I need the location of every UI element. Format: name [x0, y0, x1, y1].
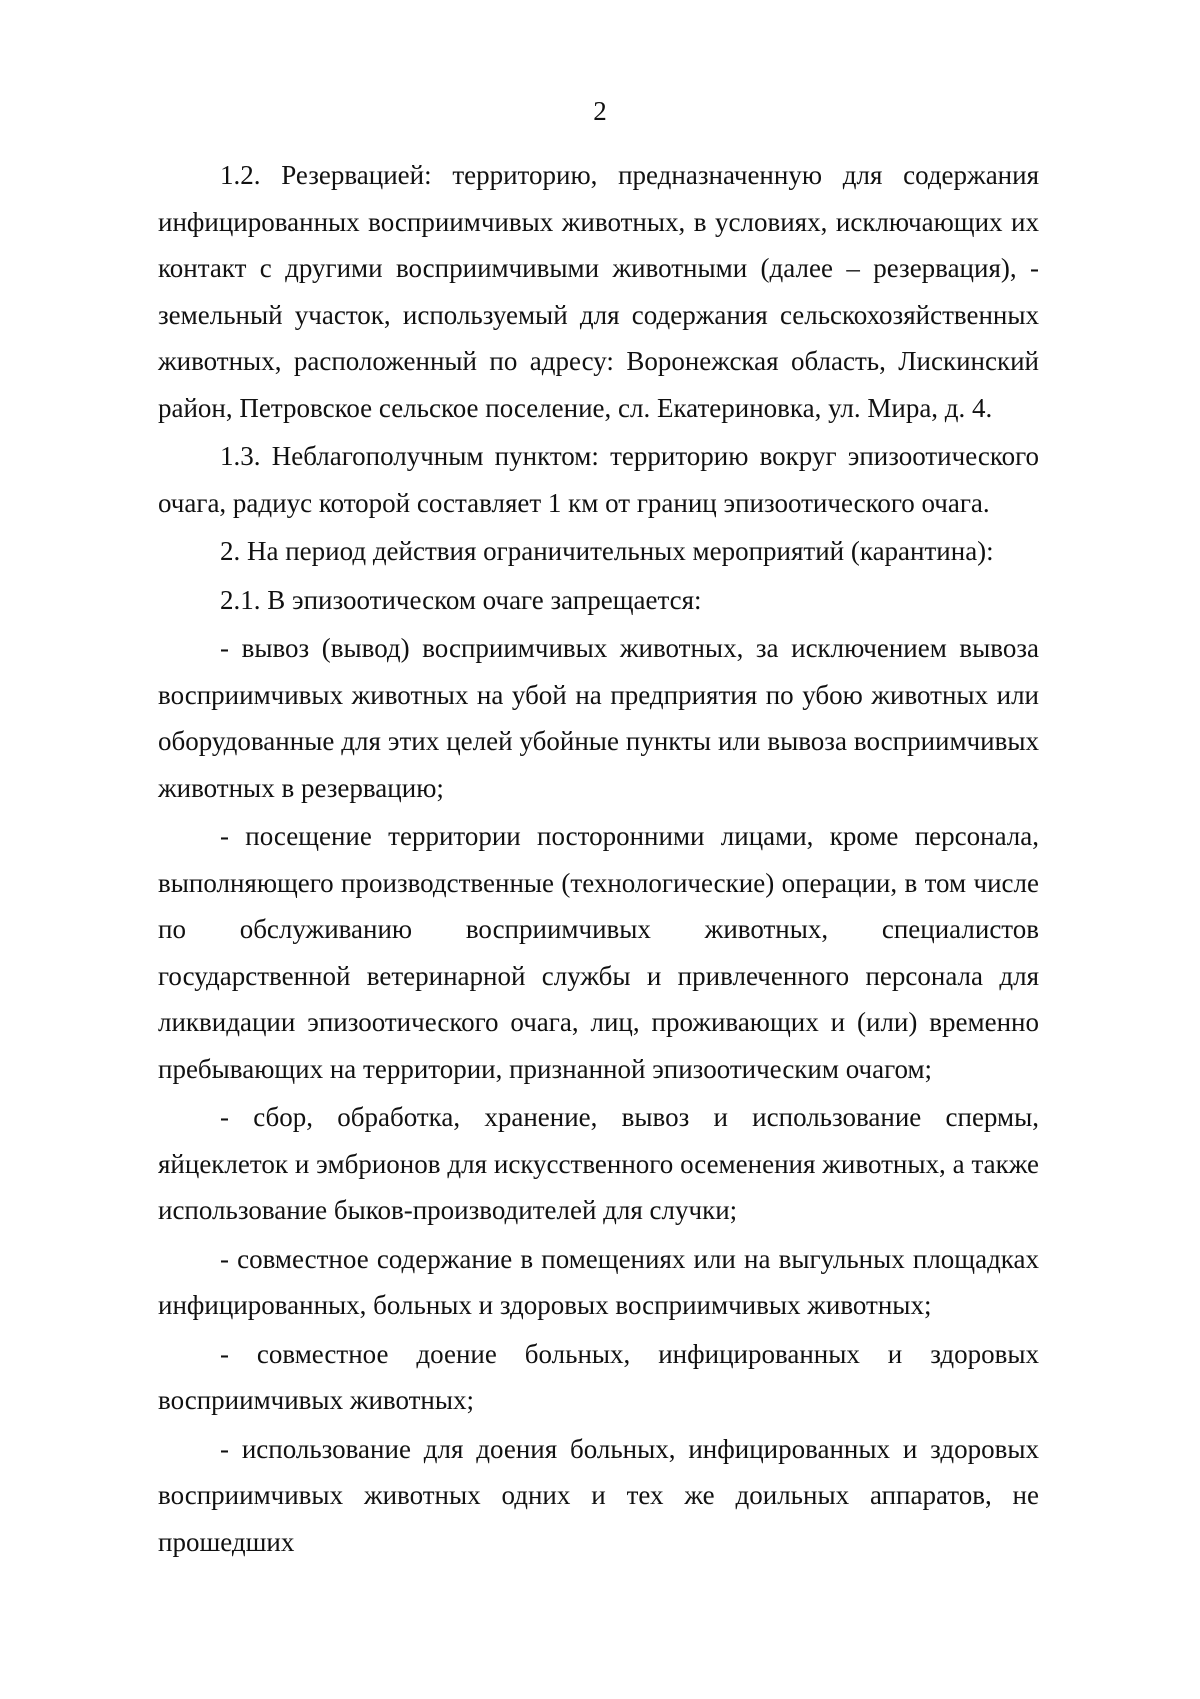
paragraph-2-quarantine-period: 2. На период действия ограничительных мероприятий (карантина): — [220, 536, 994, 566]
paragraph-1-3-unfavorable-point: 1.3. Неблагополучным пунктом: территорию вокруг эпизоотического очага, радиус которой составляет 1 км от границ эпизоотического очага. — [158, 441, 1039, 518]
list-item-joint-milking: - совместное доение больных, инфицированных и здоровых восприимчивых животных; — [158, 1338, 1039, 1415]
paragraph-1-2-reservation: 1.2. Резервацией: территорию, предназначенную для содержания инфицированных восприимчивых животных, в условиях, исключающих их контакт с другими восприимчивыми животными (далее – резервация), - земельный участок, используемый для содержания сельскохозяйственных животных, расположенный по адресу: Воронежская область, Лискинский район, Петровское сельское поселение, сл. Екатериновка, ул. Мира, д. 4. — [158, 160, 1039, 423]
list-item-territory-visits: - посещение территории посторонними лицами, кроме персонала, выполняющего производственные (технологические) операции, в том числе по обслуживанию восприимчивых животных, специалистов государственной ветеринарной службы и привлеченного персонала для ликвидации эпизоотического очага, лиц, проживающих и (или) временно пребывающих на территории, признанной эпизоотическим очагом; — [158, 821, 1039, 1084]
list-item-sperm-embryo-use: - сбор, обработка, хранение, вывоз и использование спермы, яйцеклеток и эмбрионов для искусственного осеменения животных, а также использование быков-производителей для случки; — [158, 1102, 1039, 1225]
document-body — [158, 152, 1039, 1565]
list-item-joint-keeping: - совместное содержание в помещениях или на выгульных площадках инфицированных, больных и здоровых восприимчивых животных; — [158, 1243, 1039, 1320]
list-item-milking-equipment: - использование для доения больных, инфицированных и здоровых восприимчивых животных одних и тех же доильных аппаратов, не прошедших — [158, 1433, 1039, 1557]
page-number: 2 — [593, 96, 607, 126]
list-item-animal-removal: - вывоз (вывод) восприимчивых животных, за исключением вывоза восприимчивых животных на убой на предприятия по убою животных или оборудованные для этих целей убойные пункты или вывоза восприимчивых животных в резервацию; — [158, 633, 1039, 803]
paragraph-2-1-prohibitions-heading: 2.1. В эпизоотическом очаге запрещается: — [220, 584, 702, 615]
